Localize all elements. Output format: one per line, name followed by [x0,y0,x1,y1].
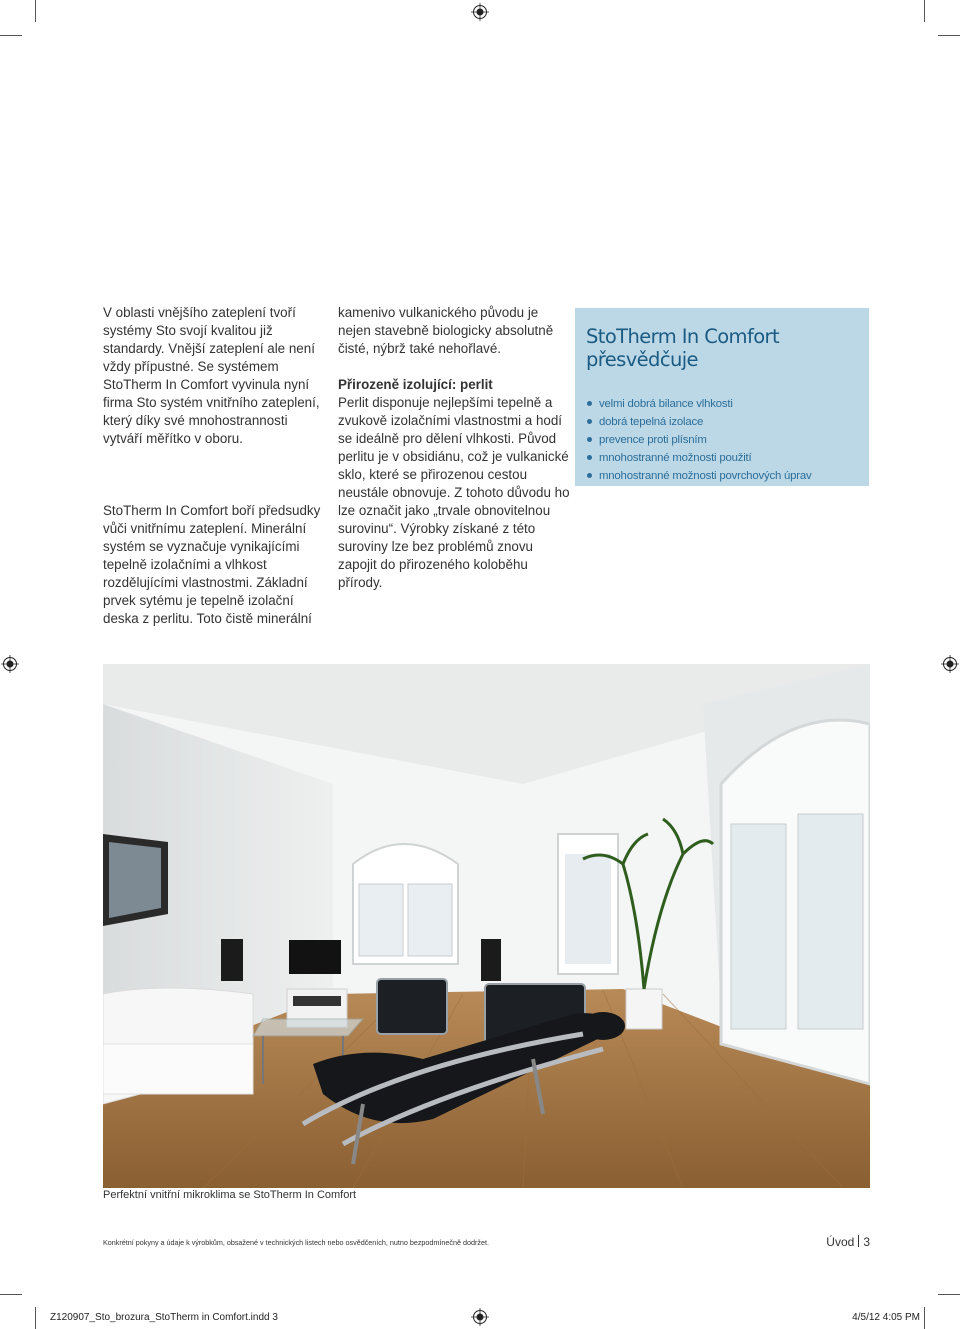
benefits-box [575,308,869,486]
list-item: mnohostranné možnosti použití [586,449,869,467]
registration-mark-icon [1,655,19,673]
registration-mark-icon [471,1308,489,1326]
list-item: mnohostranné možnosti povrchových úprav [586,467,869,485]
text-column-2 [338,304,570,592]
list-item: prevence proti plísním [586,431,869,449]
benefits-title: StoTherm In Comfort přesvědčuje [586,325,779,371]
intro-paragraph: V oblasti vnějšího zateplení tvoří systémy Sto svojí kvalitou již standardy. Vnější zateplení ale není vždy přípustné. Se systémem StoTherm In Comfort vyvinula nyní firma Sto systém vnitřního zateplení, který díky své mnohostrannosti vytváří měřítko v oboru. [103,305,320,446]
slug-filename: Z120907_Sto_brozura_StoTherm in Comfort.indd 3 [50,1312,278,1323]
section-label: Úvod [826,1235,855,1249]
separator [858,1235,859,1247]
bullet-icon [587,419,592,424]
crop-mark [938,35,960,36]
crop-mark [35,0,36,22]
interior-photo [103,664,870,1188]
body-paragraph: kamenivo vulkanického původu je nejen stavebně biologicky absolutně čisté, nýbrž také nehořlavé. [338,305,554,356]
body-paragraph: Perlit disponuje nejlepšími tepelně a zvukově izolačními vlastnostmi a hodí se ideálně pro dělení vlhkosti. Původ perlitu je v obsidiánu, což je vulkanické sklo, které se přirozenou cestou neustále obnovuje. Z tohoto důvodu ho lze označit jako „trvale obnovitelnou surovinu“. Výrobky získané z této suroviny lze bez problémů znovu zapojit do přirozeného koloběhu přírody. [338,395,570,590]
crop-mark [938,1294,960,1295]
bullet-icon [587,437,592,442]
crop-mark [924,1307,925,1329]
section-heading: Přirozeně izolující: perlit [338,377,493,392]
crop-mark [0,35,22,36]
crop-mark [35,1307,36,1329]
slug-date: 4/5/12 4:05 PM [852,1312,920,1323]
list-item: velmi dobrá bilance vlhkosti [586,395,869,413]
list-item: dobrá tepelná izolace [586,413,869,431]
registration-mark-icon [471,3,489,21]
text-column-1 [103,304,328,628]
bullet-icon [587,401,592,406]
living-room-illustration [103,664,870,1188]
footnote: Konkrétní pokyny a údaje k výrobkům, obsažené v technických listech nebo osvědčeních, nutno bezpodmínečně dodržet. [103,1238,489,1247]
body-paragraph: StoTherm In Comfort boří předsudky vůči vnitřnímu zateplení. Minerální systém se vyznačuje vynikajícími tepelně izolačními a vlhkost rozdělujícími vlastnostmi. Základní prvek sytému je tepelně izolační deska z perlitu. Toto čistě minerální [103,503,321,626]
bullet-icon [587,455,592,460]
page-number [826,1235,870,1249]
bullet-icon [587,473,592,478]
page-number-value: 3 [863,1235,870,1249]
registration-mark-icon [941,655,959,673]
photo-caption: Perfektní vnitřní mikroklima se StoTherm In Comfort [103,1189,357,1201]
crop-mark [924,0,925,22]
crop-mark [0,1294,22,1295]
benefits-list [586,395,869,485]
